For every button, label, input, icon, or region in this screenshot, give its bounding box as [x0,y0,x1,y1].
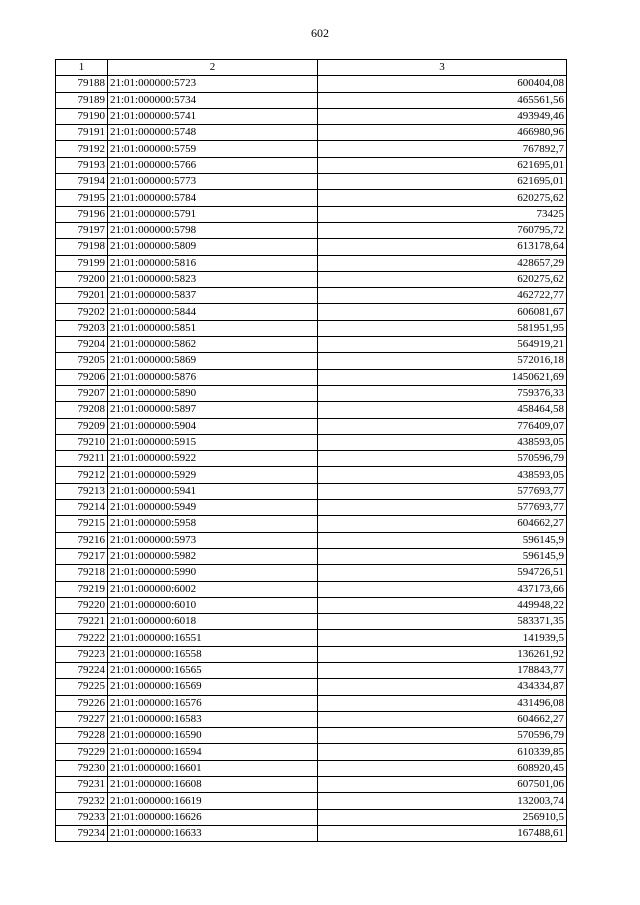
cadastral-number: 21:01:000000:5890 [108,385,318,401]
table-body [56,76,567,842]
cadastral-number: 21:01:000000:5904 [108,418,318,434]
row-number: 79218 [56,565,108,581]
cadastral-number: 21:01:000000:5723 [108,76,318,92]
table-row [56,565,567,581]
cadastral-number: 21:01:000000:16619 [108,793,318,809]
table-row [56,500,567,516]
cadastral-number: 21:01:000000:5958 [108,516,318,532]
cadastral-number: 21:01:000000:5869 [108,353,318,369]
cadastral-value: 132003,74 [318,793,567,809]
cadastral-number: 21:01:000000:16583 [108,711,318,727]
cadastral-number: 21:01:000000:5784 [108,190,318,206]
row-number: 79224 [56,662,108,678]
cadastral-value: 596145,9 [318,532,567,548]
cadastral-value: 256910,5 [318,809,567,825]
table-row [56,679,567,695]
cadastral-value: 760795,72 [318,222,567,238]
cadastral-value: 570596,79 [318,451,567,467]
cadastral-value: 767892,7 [318,141,567,157]
cadastral-number: 21:01:000000:5837 [108,288,318,304]
cadastral-value: 610339,85 [318,744,567,760]
cadastral-number: 21:01:000000:16551 [108,630,318,646]
cadastral-value: 570596,79 [318,728,567,744]
row-number: 79221 [56,614,108,630]
cadastral-value: 458464,58 [318,402,567,418]
cadastral-value: 167488,61 [318,825,567,841]
table-row [56,597,567,613]
row-number: 79223 [56,646,108,662]
table-row [56,630,567,646]
row-number: 79204 [56,337,108,353]
row-number: 79202 [56,304,108,320]
cadastral-number: 21:01:000000:16569 [108,679,318,695]
cadastral-value: 493949,46 [318,108,567,124]
cadastral-number: 21:01:000000:5922 [108,451,318,467]
cadastral-value-table [55,59,567,842]
row-number: 79197 [56,222,108,238]
cadastral-value: 613178,64 [318,239,567,255]
cadastral-number: 21:01:000000:16594 [108,744,318,760]
table-row [56,141,567,157]
table-row [56,255,567,271]
table-row [56,451,567,467]
table-row [56,108,567,124]
cadastral-number: 21:01:000000:16601 [108,760,318,776]
row-number: 79189 [56,92,108,108]
table-row [56,288,567,304]
row-number: 79194 [56,174,108,190]
cadastral-number: 21:01:000000:16576 [108,695,318,711]
cadastral-value: 583371,35 [318,614,567,630]
cadastral-number: 21:01:000000:5798 [108,222,318,238]
row-number: 79195 [56,190,108,206]
cadastral-value: 608920,45 [318,760,567,776]
cadastral-value: 594726,51 [318,565,567,581]
row-number: 79215 [56,516,108,532]
table-row [56,320,567,336]
table-row [56,548,567,564]
row-number: 79227 [56,711,108,727]
cadastral-number: 21:01:000000:5929 [108,467,318,483]
table-row [56,809,567,825]
cadastral-value: 581951,95 [318,320,567,336]
cadastral-value: 596145,9 [318,548,567,564]
row-number: 79222 [56,630,108,646]
table-row [56,174,567,190]
table-row [56,418,567,434]
cadastral-value: 577693,77 [318,500,567,516]
row-number: 79231 [56,777,108,793]
cadastral-value: 136261,92 [318,646,567,662]
cadastral-value: 600404,08 [318,76,567,92]
row-number: 79207 [56,385,108,401]
table-row [56,271,567,287]
cadastral-number: 21:01:000000:5773 [108,174,318,190]
cadastral-value: 449948,22 [318,597,567,613]
cadastral-number: 21:01:000000:5791 [108,206,318,222]
table-row [56,777,567,793]
row-number: 79208 [56,402,108,418]
cadastral-number: 21:01:000000:5990 [108,565,318,581]
table-row [56,581,567,597]
row-number: 79199 [56,255,108,271]
cadastral-number: 21:01:000000:5816 [108,255,318,271]
cadastral-number: 21:01:000000:16590 [108,728,318,744]
cadastral-value: 577693,77 [318,483,567,499]
cadastral-number: 21:01:000000:5862 [108,337,318,353]
row-number: 79217 [56,548,108,564]
row-number: 79220 [56,597,108,613]
table-row [56,662,567,678]
cadastral-value: 462722,77 [318,288,567,304]
cadastral-number: 21:01:000000:5982 [108,548,318,564]
cadastral-number: 21:01:000000:5823 [108,271,318,287]
table-row [56,646,567,662]
column-header-3: 3 [318,60,567,76]
row-number: 79216 [56,532,108,548]
row-number: 79229 [56,744,108,760]
table-row [56,157,567,173]
cadastral-number: 21:01:000000:5949 [108,500,318,516]
cadastral-value: 438593,05 [318,434,567,450]
cadastral-value: 73425 [318,206,567,222]
row-number: 79232 [56,793,108,809]
row-number: 79214 [56,500,108,516]
cadastral-value: 178843,77 [318,662,567,678]
table-row [56,92,567,108]
table-row [56,711,567,727]
cadastral-number: 21:01:000000:5844 [108,304,318,320]
table-row [56,304,567,320]
row-number: 79206 [56,369,108,385]
cadastral-number: 21:01:000000:16565 [108,662,318,678]
row-number: 79210 [56,434,108,450]
cadastral-number: 21:01:000000:5766 [108,157,318,173]
page-number: 602 [311,26,329,40]
table-row [56,222,567,238]
table-row [56,206,567,222]
table-row [56,760,567,776]
row-number: 79205 [56,353,108,369]
table-row [56,793,567,809]
cadastral-value: 607501,06 [318,777,567,793]
cadastral-value: 620275,62 [318,190,567,206]
row-number: 79198 [56,239,108,255]
row-number: 79193 [56,157,108,173]
row-number: 79211 [56,451,108,467]
table-row [56,825,567,841]
table-header-row [56,60,567,76]
cadastral-value: 428657,29 [318,255,567,271]
cadastral-number: 21:01:000000:5851 [108,320,318,336]
cadastral-number: 21:01:000000:5973 [108,532,318,548]
table-row [56,125,567,141]
table-row [56,467,567,483]
cadastral-value: 606081,67 [318,304,567,320]
row-number: 79219 [56,581,108,597]
row-number: 79226 [56,695,108,711]
column-header-1: 1 [56,60,108,76]
cadastral-value: 466980,96 [318,125,567,141]
table-row [56,76,567,92]
cadastral-number: 21:01:000000:6018 [108,614,318,630]
cadastral-value: 572016,18 [318,353,567,369]
cadastral-number: 21:01:000000:16558 [108,646,318,662]
row-number: 79234 [56,825,108,841]
table-row [56,483,567,499]
table-row [56,728,567,744]
cadastral-value: 437173,66 [318,581,567,597]
cadastral-value: 434334,87 [318,679,567,695]
row-number: 79203 [56,320,108,336]
cadastral-number: 21:01:000000:6002 [108,581,318,597]
cadastral-number: 21:01:000000:6010 [108,597,318,613]
table-row [56,614,567,630]
table-row [56,385,567,401]
cadastral-number: 21:01:000000:5734 [108,92,318,108]
cadastral-number: 21:01:000000:16626 [108,809,318,825]
cadastral-value: 604662,27 [318,516,567,532]
table-row [56,695,567,711]
row-number: 79188 [56,76,108,92]
table-row [56,353,567,369]
row-number: 79230 [56,760,108,776]
row-number: 79212 [56,467,108,483]
cadastral-value: 620275,62 [318,271,567,287]
table-row [56,402,567,418]
table-row [56,744,567,760]
row-number: 79200 [56,271,108,287]
cadastral-value: 564919,21 [318,337,567,353]
table-row [56,190,567,206]
table-row [56,516,567,532]
cadastral-number: 21:01:000000:5897 [108,402,318,418]
table-row [56,434,567,450]
row-number: 79233 [56,809,108,825]
cadastral-number: 21:01:000000:16608 [108,777,318,793]
row-number: 79191 [56,125,108,141]
cadastral-value: 604662,27 [318,711,567,727]
cadastral-value: 621695,01 [318,157,567,173]
column-header-2: 2 [108,60,318,76]
cadastral-number: 21:01:000000:5748 [108,125,318,141]
cadastral-number: 21:01:000000:5741 [108,108,318,124]
cadastral-value: 141939,5 [318,630,567,646]
cadastral-value: 431496,08 [318,695,567,711]
row-number: 79225 [56,679,108,695]
cadastral-value: 1450621,69 [318,369,567,385]
row-number: 79228 [56,728,108,744]
cadastral-number: 21:01:000000:5876 [108,369,318,385]
row-number: 79192 [56,141,108,157]
row-number: 79209 [56,418,108,434]
row-number: 79213 [56,483,108,499]
cadastral-value: 465561,56 [318,92,567,108]
table-row [56,532,567,548]
row-number: 79196 [56,206,108,222]
cadastral-value: 759376,33 [318,385,567,401]
cadastral-value: 776409,07 [318,418,567,434]
cadastral-number: 21:01:000000:5941 [108,483,318,499]
cadastral-number: 21:01:000000:5809 [108,239,318,255]
cadastral-number: 21:01:000000:16633 [108,825,318,841]
table-row [56,239,567,255]
cadastral-value: 621695,01 [318,174,567,190]
row-number: 79190 [56,108,108,124]
cadastral-value: 438593,05 [318,467,567,483]
cadastral-number: 21:01:000000:5915 [108,434,318,450]
cadastral-number: 21:01:000000:5759 [108,141,318,157]
table-row [56,337,567,353]
row-number: 79201 [56,288,108,304]
table-row [56,369,567,385]
